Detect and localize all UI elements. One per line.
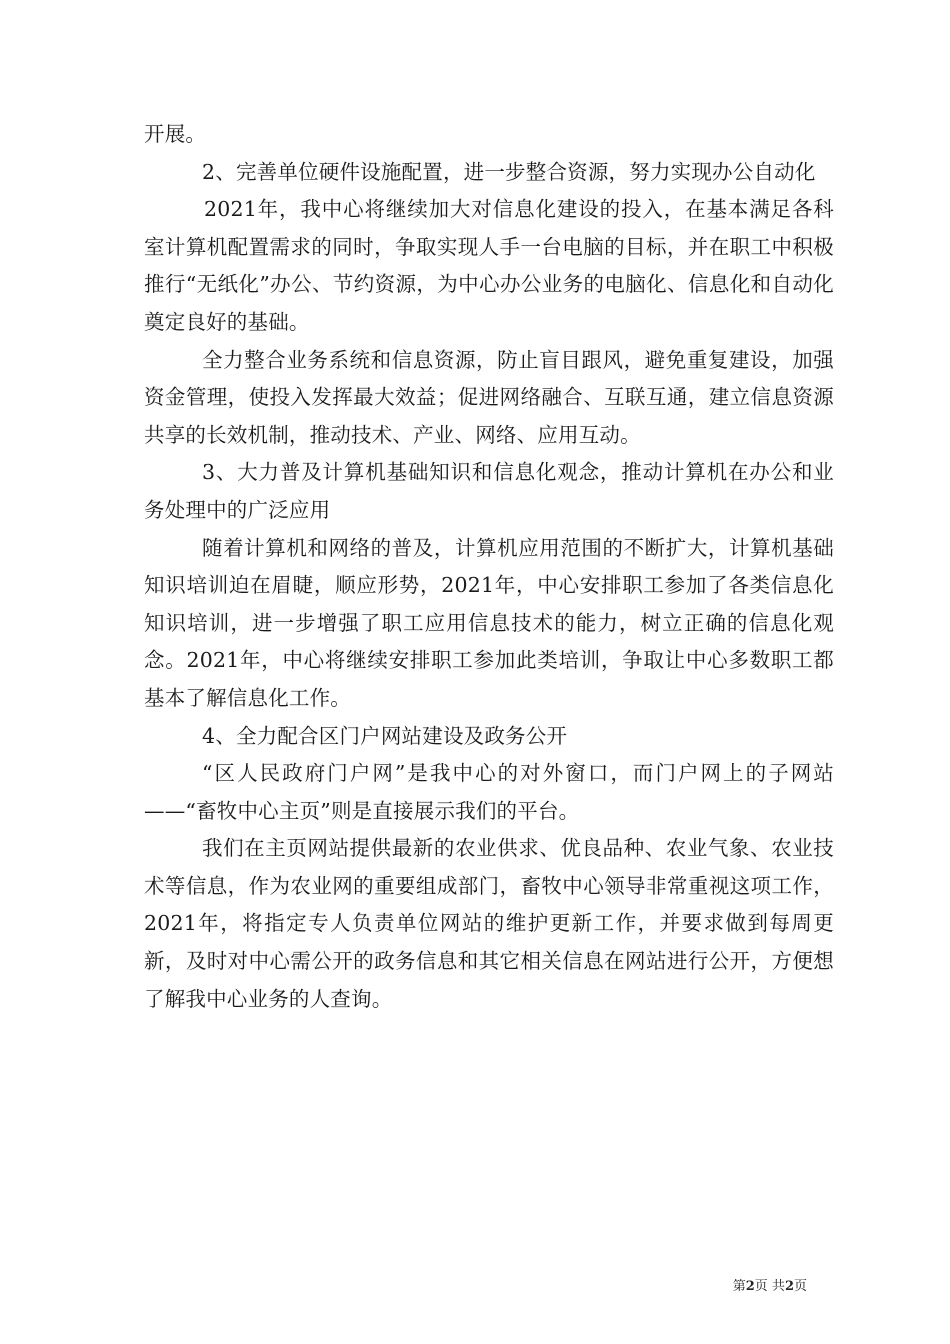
- footer-middle: 页 共: [754, 1279, 785, 1294]
- section-heading-4: 4、全力配合区门户网站建设及政务公开: [202, 723, 568, 748]
- section-heading-2: 2、完善单位硬件设施配置，进一步整合资源，努力实现办公自动化: [202, 159, 816, 184]
- section-heading-3: 3、大力普及计算机基础知识和信息化观念，推动计算机在办公和业务处理中的广泛应用: [144, 460, 834, 522]
- paragraph-training: 随着计算机和网络的普及，计算机应用范围的不断扩大，计算机基础知识培训迫在眉睫，顺应形势，2021年，中心安排职工参加了各类信息化知识培训，进一步增强了职工应用信息技术的能力，树立正确的信息化观念。2021年，中心将继续安排职工参加此类培训，争取让中心多数职工都基本了解信息化工作。: [144, 535, 834, 710]
- footer-total-pages: 2: [784, 1279, 794, 1294]
- paragraph-integration: 全力整合业务系统和信息资源，防止盲目跟风，避免重复建设，加强资金管理，使投入发挥最大效益；促进网络融合、互联互通，建立信息资源共享的长效机制，推动技术、产业、网络、应用互动。: [144, 347, 834, 447]
- paragraph-homepage: 我们在主页网站提供最新的农业供求、优良品种、农业气象、农业技术等信息，作为农业网的重要组成部门，畜牧中心领导非常重视这项工作，2021年，将指定专人负责单位网站的维护更新工作，并要求做到每周更新，及时对中心需公开的政务信息和其它相关信息在网站进行公开，方便想了解我中心业务的人查询。: [144, 836, 834, 1011]
- page-number-footer: [733, 1279, 807, 1295]
- paragraph-portal: “区人民政府门户网”是我中心的对外窗口，而门户网上的子网站——“畜牧中心主页”则是直接展示我们的平台。: [144, 761, 834, 823]
- document-body: [144, 116, 834, 1018]
- footer-current-page: 2: [745, 1279, 755, 1294]
- paragraph-2021-plan: 2021年，我中心将继续加大对信息化建设的投入，在基本满足各科室计算机配置需求的同时，争取实现人手一台电脑的目标，并在职工中积极推行“无纸化”办公、节约资源，为中心办公业务的电脑化、信息化和自动化奠定良好的基础。: [144, 197, 834, 334]
- paragraph-continuation: 开展。: [144, 122, 207, 146]
- footer-prefix: 第: [732, 1279, 746, 1294]
- footer-suffix: 页: [793, 1279, 807, 1294]
